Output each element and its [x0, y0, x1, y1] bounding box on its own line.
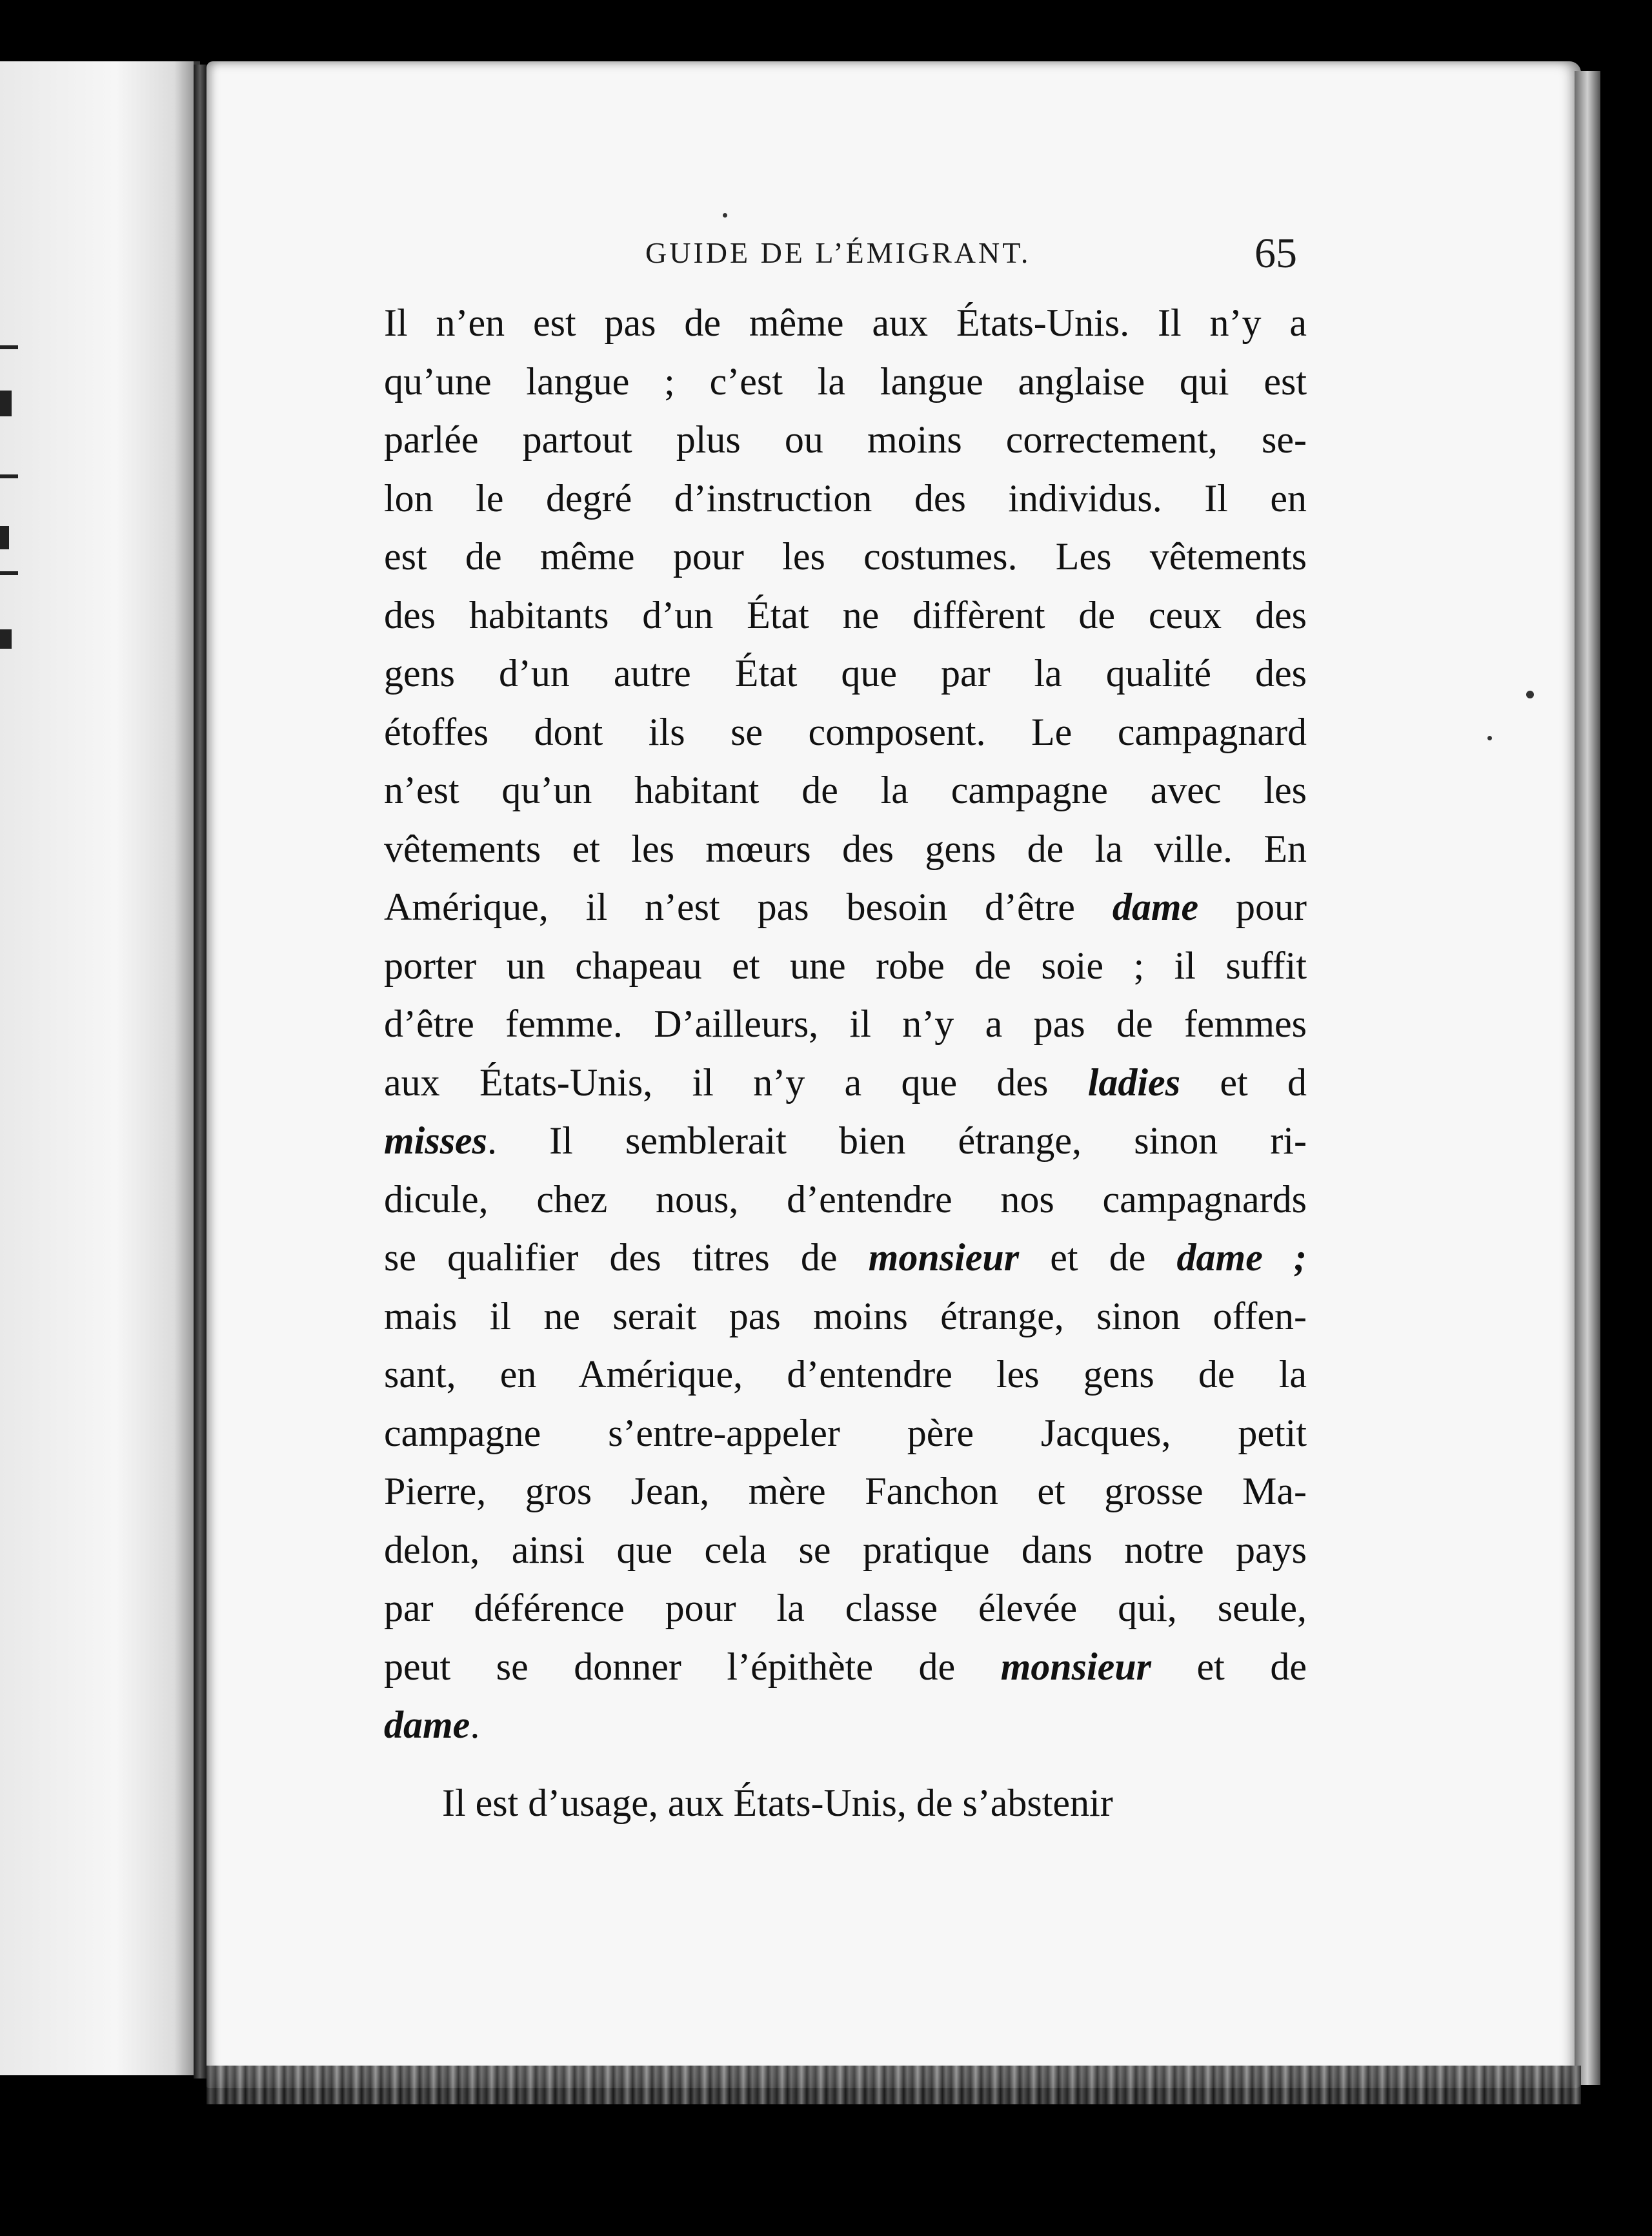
left-page-text-fragments — [0, 61, 26, 2075]
text-segment: d’être femme. D’ailleurs, il n’y a pas de femmes — [384, 1002, 1307, 1045]
paragraph-2 — [384, 1774, 1307, 1833]
text-line — [384, 527, 1307, 586]
paragraph-1 — [384, 294, 1307, 1754]
italic-word: dame — [1112, 886, 1199, 928]
running-title: GUIDE DE L’ÉMIGRANT. — [645, 236, 1031, 269]
text-line — [384, 820, 1307, 879]
text-segment: par déférence pour la classe élevée qui, seule, — [384, 1587, 1307, 1629]
page-bottom-edge — [206, 2066, 1581, 2104]
italic-word: monsieur — [868, 1236, 1020, 1279]
text-segment: Pierre, gros Jean, mère Fanchon et grosse Ma- — [384, 1470, 1307, 1512]
text-segment: qu’une langue ; c’est la langue anglaise qui est — [384, 360, 1307, 403]
text-segment: des habitants d’un État ne diffèrent de ceux des — [384, 593, 1307, 636]
italic-word: dame — [384, 1703, 470, 1746]
text-line — [384, 1053, 1307, 1112]
text-line — [384, 644, 1307, 703]
text-segment: lon le degré d’instruction des individus. Il en — [384, 476, 1307, 520]
text-line — [384, 294, 1307, 352]
text-segment: . — [470, 1703, 480, 1746]
print-speck — [1487, 736, 1492, 740]
italic-word: monsieur — [1000, 1645, 1152, 1688]
text-segment: dicule, chez nous, d’entendre nos campagnards — [384, 1177, 1307, 1221]
text-segment: aux États-Unis, il n’y a que des — [384, 1061, 1088, 1104]
text-line — [384, 1228, 1307, 1287]
italic-word: ladies — [1087, 1061, 1181, 1104]
text-line — [384, 878, 1307, 937]
text-segment: et de — [1151, 1645, 1307, 1688]
text-segment: porter un chapeau et une robe de soie ; il suffit — [384, 944, 1307, 987]
text-line — [384, 1638, 1307, 1696]
text-segment: peut se donner l’épithète de — [384, 1645, 1001, 1688]
text-segment: Il est d’usage, aux États-Unis, de s’abstenir — [442, 1781, 1113, 1824]
text-line — [384, 1774, 1307, 1833]
text-line — [384, 1521, 1307, 1580]
text-segment: gens d’un autre État que par la qualité des — [384, 652, 1307, 695]
body-text — [384, 294, 1307, 1832]
text-segment: vêtements et les mœurs des gens de la ville. En — [384, 827, 1307, 870]
text-line — [384, 411, 1307, 469]
text-segment: delon, ainsi que cela se pratique dans notre pays — [384, 1528, 1307, 1571]
text-segment: n’est qu’un habitant de la campagne avec les — [384, 769, 1307, 811]
text-segment: pour — [1198, 886, 1307, 928]
text-segment: mais il ne serait pas moins étrange, sinon offen- — [384, 1294, 1307, 1337]
text-line — [384, 703, 1307, 762]
book-gutter — [194, 65, 206, 2078]
text-segment: Il n’en est pas de même aux États-Unis. Il n’y a — [384, 301, 1307, 344]
text-line — [384, 995, 1307, 1053]
print-speck — [723, 213, 727, 218]
text-segment: étoffes dont ils se composent. Le campagnard — [384, 710, 1307, 753]
text-segment: parlée partout plus ou moins correctement, se- — [384, 418, 1307, 461]
text-line — [384, 1696, 1307, 1754]
text-line — [384, 761, 1307, 820]
text-line — [384, 1404, 1307, 1463]
text-line — [384, 1170, 1307, 1229]
text-segment: et de — [1019, 1236, 1177, 1279]
text-line — [384, 469, 1307, 528]
text-line — [384, 1112, 1307, 1170]
page-number: 65 — [1254, 230, 1297, 277]
text-segment: Amérique, il n’est pas besoin d’être — [384, 886, 1113, 928]
page-right-edge — [1575, 71, 1600, 2085]
text-line — [384, 1345, 1307, 1404]
italic-word: misses — [384, 1119, 488, 1162]
text-line — [384, 1287, 1307, 1346]
text-line — [384, 1462, 1307, 1521]
text-segment: campagne s’entre-appeler père Jacques, petit — [384, 1411, 1307, 1454]
left-facing-page-edge — [0, 61, 200, 2075]
italic-word: dame ; — [1176, 1236, 1307, 1279]
print-speck — [1526, 691, 1534, 698]
text-line — [384, 586, 1307, 645]
text-segment: est de même pour les costumes. Les vêtements — [384, 535, 1307, 578]
text-segment: et d — [1180, 1061, 1307, 1104]
text-segment: . Il semblerait bien étrange, sinon ri- — [487, 1119, 1307, 1162]
text-line — [384, 937, 1307, 995]
text-line — [384, 1579, 1307, 1638]
text-line — [384, 352, 1307, 411]
running-header — [645, 229, 1297, 281]
text-segment: sant, en Amérique, d’entendre les gens de la — [384, 1353, 1307, 1396]
text-segment: se qualifier des titres de — [384, 1236, 869, 1279]
